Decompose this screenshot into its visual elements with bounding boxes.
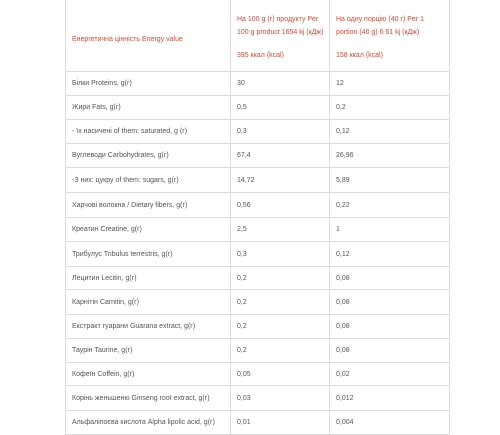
per-100g-value: 14,72 [231, 168, 330, 193]
nutrition-table [65, 0, 450, 435]
energy-value-label: Енергетична цінність Energy value [72, 36, 183, 43]
per-serving-value: 0,12 [330, 242, 450, 267]
per-100g-value: 0,56 [231, 193, 330, 218]
per-serving-value: 0,08 [330, 339, 450, 363]
per-serving-value: 26,96 [330, 144, 450, 168]
per-serving-line2: portion (40 g) 6 61 kj (кДж) [336, 28, 420, 36]
per-serving-value: 0,08 [330, 315, 450, 339]
nutrient-name: Харчові волокна / Dietary fibers, g(г) [66, 193, 231, 218]
per-serving-value: 5,89 [330, 168, 450, 193]
table-row [66, 339, 450, 363]
table-row [66, 96, 450, 120]
per-100g-value: 0,2 [231, 315, 330, 339]
nutrient-name: Таурін Taurine, g(г) [66, 339, 231, 363]
per-serving-value: 0,004 [330, 411, 450, 435]
table-row [66, 242, 450, 267]
nutrient-name: Білки Proteins, g(г) [66, 72, 231, 96]
nutrient-name: Корінь женьшеню Ginseng root extract, g(г) [66, 386, 231, 411]
table-row [66, 218, 450, 242]
per-serving-value: 1 [330, 218, 450, 242]
table-row [66, 144, 450, 168]
per-100g-value: 2,5 [231, 218, 330, 242]
per-100g-value: 0,3 [231, 120, 330, 144]
per-100g-kcal: 395 ккал (kcal) [237, 51, 284, 59]
table-row [66, 267, 450, 290]
per-serving-value: 0,02 [330, 363, 450, 386]
per-100g-value: 0,5 [231, 96, 330, 120]
nutrient-name: Екстракт гуарани Guarana extract, g(г) [66, 315, 231, 339]
per-100g-header [231, 0, 330, 72]
per-serving-value: 0,2 [330, 96, 450, 120]
nutrient-name: Вуглеводи Carbohydrates, g(г) [66, 144, 231, 168]
table-row [66, 386, 450, 411]
table-row [66, 411, 450, 435]
per-serving-value: 0,22 [330, 193, 450, 218]
energy-value-header [66, 0, 231, 72]
nutrient-name: Карнітін Carnitin, g(г) [66, 290, 231, 315]
per-serving-value: 0,012 [330, 386, 450, 411]
per-100g-value: 0,05 [231, 363, 330, 386]
per-serving-kcal: 158 ккал (kcal) [336, 51, 383, 59]
per-serving-line1: На одну порцію (40 г) Per 1 [336, 15, 424, 23]
per-100g-line2: 100 g product 1654 kj (кДж) [237, 28, 324, 36]
table-row [66, 120, 450, 144]
per-serving-value: 0,08 [330, 267, 450, 290]
per-serving-value: 0,12 [330, 120, 450, 144]
nutrient-name: Лецитин Lecitin, g(г) [66, 267, 231, 290]
per-100g-value: 0,2 [231, 339, 330, 363]
nutrient-name: Трибулус Tribulus terrestris, g(г) [66, 242, 231, 267]
nutrient-name: Креатин Creatine, g(г) [66, 218, 231, 242]
table-row [66, 168, 450, 193]
per-100g-value: 0,01 [231, 411, 330, 435]
nutrient-name: -З них: цукру of them: sugars, g(г) [66, 168, 231, 193]
per-serving-header [330, 0, 450, 72]
per-serving-value: 0,08 [330, 290, 450, 315]
per-100g-value: 0,2 [231, 290, 330, 315]
table-row [66, 315, 450, 339]
table-row [66, 193, 450, 218]
per-100g-value: 30 [231, 72, 330, 96]
table-row [66, 72, 450, 96]
per-100g-value: 0,2 [231, 267, 330, 290]
nutrient-name: - їх насичені of them: saturated, g (г) [66, 120, 231, 144]
per-100g-value: 0,3 [231, 242, 330, 267]
nutrient-name: Кофеїн Coffein, g(г) [66, 363, 231, 386]
table-header-row [66, 0, 450, 72]
nutrient-name: Альфаліпоєва кислота Alpha lipolic acid, g(г) [66, 411, 231, 435]
table-row [66, 363, 450, 386]
table-row [66, 290, 450, 315]
per-serving-value: 12 [330, 72, 450, 96]
per-100g-value: 0,03 [231, 386, 330, 411]
per-100g-line1: На 100 g (г) продукту Per [237, 15, 319, 23]
per-100g-value: 67,4 [231, 144, 330, 168]
nutrient-name: Жири Fats, g(г) [66, 96, 231, 120]
